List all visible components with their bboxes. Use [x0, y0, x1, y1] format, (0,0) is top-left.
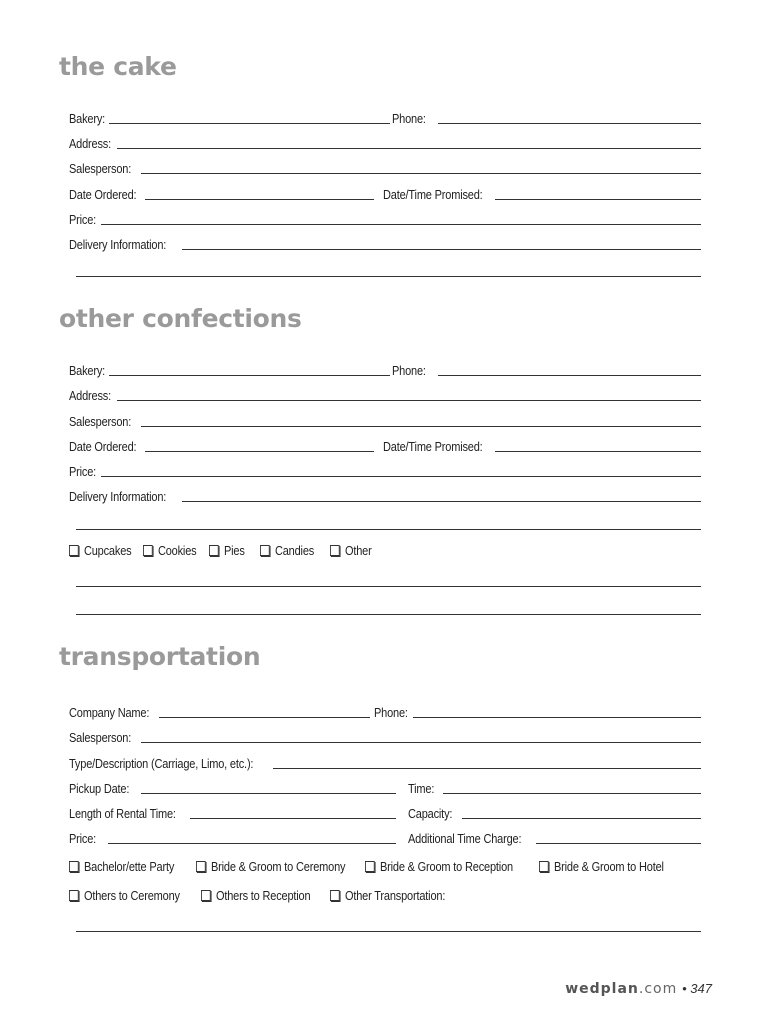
checkbox-icon[interactable] — [69, 545, 79, 556]
pickup-label: Pickup Date: — [69, 782, 130, 796]
checkbox-icon[interactable] — [260, 545, 270, 556]
bakery-field[interactable] — [109, 375, 390, 376]
length-field[interactable] — [190, 818, 396, 819]
option-label: Cupcakes — [83, 544, 132, 558]
option-other-transportation[interactable] — [330, 889, 445, 903]
site-name-bold: wedplan — [565, 981, 639, 997]
capacity-field[interactable] — [462, 818, 701, 819]
price-field[interactable] — [101, 476, 701, 477]
address-label: Address: — [69, 137, 112, 151]
section-title-confections: other confections — [59, 304, 302, 333]
cake-salesperson-row — [69, 160, 701, 180]
conf-date-row — [69, 438, 701, 458]
additional-charge-label: Additional Time Charge: — [408, 832, 522, 846]
trans-notes-line[interactable] — [76, 931, 701, 932]
salesperson-label: Salesperson: — [69, 731, 132, 745]
delivery-field[interactable] — [182, 501, 701, 502]
trans-pickup-row — [69, 780, 701, 800]
cake-bakery-row — [69, 110, 701, 130]
address-field[interactable] — [117, 400, 701, 401]
conf-address-row — [69, 387, 701, 407]
date-ordered-label: Date Ordered: — [69, 440, 137, 454]
type-field[interactable] — [273, 768, 701, 769]
salesperson-field[interactable] — [141, 173, 701, 174]
phone-field[interactable] — [413, 717, 701, 718]
option-label: Cookies — [157, 544, 197, 558]
option-cupcakes[interactable] — [69, 544, 131, 558]
option-label: Others to Reception — [215, 889, 311, 903]
option-label: Bride & Groom to Ceremony — [210, 860, 346, 874]
cake-delivery-row — [69, 236, 701, 256]
option-label: Candies — [274, 544, 315, 558]
salesperson-label: Salesperson: — [69, 162, 132, 176]
conf-salesperson-row — [69, 413, 701, 433]
checkbox-icon[interactable] — [330, 890, 340, 901]
site-name-domain: .com — [638, 981, 678, 997]
time-label: Time: — [408, 782, 435, 796]
option-pies[interactable] — [209, 544, 245, 558]
bakery-label: Bakery: — [69, 364, 106, 378]
time-field[interactable] — [443, 793, 701, 794]
trans-type-row — [69, 755, 701, 775]
transportation-options-row-2 — [69, 887, 701, 907]
checkbox-icon[interactable] — [209, 545, 219, 556]
salesperson-field[interactable] — [141, 426, 701, 427]
capacity-label: Capacity: — [408, 807, 453, 821]
conf-price-row — [69, 463, 701, 483]
price-label: Price: — [69, 465, 97, 479]
trans-salesperson-row — [69, 729, 701, 749]
option-label: Bride & Groom to Hotel — [553, 860, 664, 874]
phone-label: Phone: — [392, 364, 426, 378]
conf-bakery-row — [69, 362, 701, 382]
trans-price-row — [69, 830, 701, 850]
salesperson-field[interactable] — [141, 742, 701, 743]
cake-price-row — [69, 211, 701, 231]
conf-notes-line-2[interactable] — [76, 614, 701, 615]
option-others-reception[interactable] — [201, 889, 310, 903]
salesperson-label: Salesperson: — [69, 415, 132, 429]
section-title-cake: the cake — [59, 52, 177, 81]
delivery-label: Delivery Information: — [69, 238, 167, 252]
transportation-options-row-1 — [69, 858, 701, 878]
price-field[interactable] — [101, 224, 701, 225]
cake-delivery-extra-line[interactable] — [76, 276, 701, 277]
option-bride-groom-reception[interactable] — [365, 860, 513, 874]
checkbox-icon[interactable] — [143, 545, 153, 556]
site-name — [565, 981, 677, 997]
option-bride-groom-ceremony[interactable] — [196, 860, 345, 874]
page-number: • 347 — [682, 981, 712, 996]
cake-date-row — [69, 186, 701, 206]
bakery-field[interactable] — [109, 123, 390, 124]
price-label: Price: — [69, 832, 97, 846]
price-field[interactable] — [108, 843, 396, 844]
checkbox-icon[interactable] — [365, 861, 375, 872]
address-field[interactable] — [117, 148, 701, 149]
option-bachelorette-party[interactable] — [69, 860, 174, 874]
checkbox-icon[interactable] — [69, 890, 79, 901]
option-bride-groom-hotel[interactable] — [539, 860, 664, 874]
phone-field[interactable] — [438, 375, 701, 376]
checkbox-icon[interactable] — [539, 861, 549, 872]
option-label: Other — [344, 544, 372, 558]
option-others-ceremony[interactable] — [69, 889, 180, 903]
price-label: Price: — [69, 213, 97, 227]
checkbox-icon[interactable] — [201, 890, 211, 901]
date-ordered-field[interactable] — [145, 199, 374, 200]
section-title-transportation: transportation — [59, 642, 261, 671]
date-ordered-label: Date Ordered: — [69, 188, 137, 202]
phone-label: Phone: — [392, 112, 426, 126]
option-label: Pies — [223, 544, 245, 558]
type-label: Type/Description (Carriage, Limo, etc.): — [69, 757, 254, 771]
date-promised-field[interactable] — [495, 451, 701, 452]
conf-notes-line-1[interactable] — [76, 586, 701, 587]
date-promised-label: Date/Time Promised: — [383, 440, 483, 454]
length-label: Length of Rental Time: — [69, 807, 176, 821]
option-label: Other Transportation: — [344, 889, 446, 903]
additional-charge-field[interactable] — [536, 843, 701, 844]
company-field[interactable] — [159, 717, 370, 718]
delivery-label: Delivery Information: — [69, 490, 167, 504]
option-label: Bride & Groom to Reception — [379, 860, 513, 874]
option-other[interactable] — [330, 544, 372, 558]
conf-delivery-row — [69, 488, 701, 508]
page-footer — [565, 980, 712, 997]
address-label: Address: — [69, 389, 112, 403]
bakery-label: Bakery: — [69, 112, 106, 126]
cake-address-row — [69, 135, 701, 155]
delivery-field[interactable] — [182, 249, 701, 250]
option-cookies[interactable] — [143, 544, 196, 558]
confection-options — [69, 542, 701, 562]
pickup-field[interactable] — [141, 793, 396, 794]
trans-length-row — [69, 805, 701, 825]
option-label: Others to Ceremony — [83, 889, 180, 903]
company-label: Company Name: — [69, 706, 150, 720]
option-label: Bachelor/ette Party — [83, 860, 175, 874]
date-promised-field[interactable] — [495, 199, 701, 200]
date-ordered-field[interactable] — [145, 451, 374, 452]
conf-delivery-extra-line[interactable] — [76, 529, 701, 530]
checkbox-icon[interactable] — [69, 861, 79, 872]
checkbox-icon[interactable] — [330, 545, 340, 556]
phone-label: Phone: — [374, 706, 408, 720]
date-promised-label: Date/Time Promised: — [383, 188, 483, 202]
trans-company-row — [69, 704, 701, 724]
option-candies[interactable] — [260, 544, 314, 558]
phone-field[interactable] — [438, 123, 701, 124]
checkbox-icon[interactable] — [196, 861, 206, 872]
